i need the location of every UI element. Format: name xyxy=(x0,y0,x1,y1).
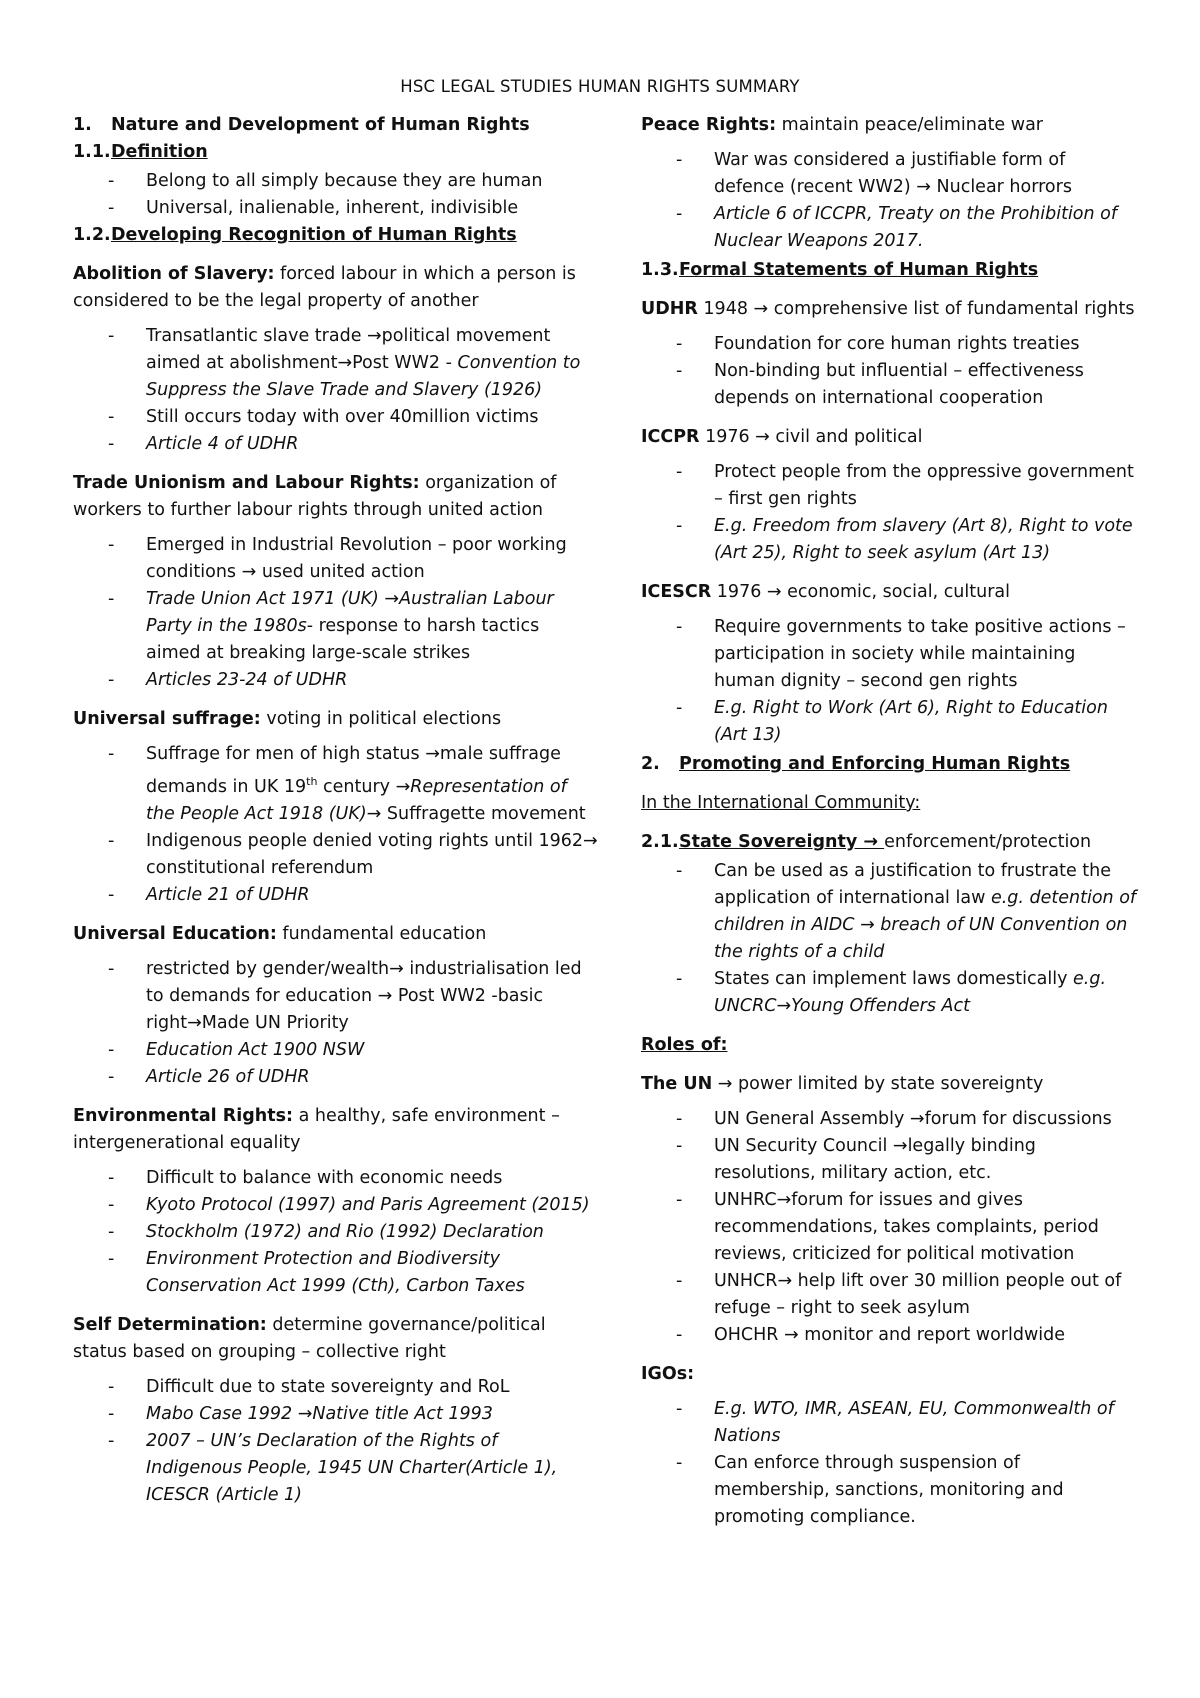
section-title: Promoting and Enforcing Human Rights xyxy=(679,754,1071,774)
term: Abolition of Slavery: xyxy=(73,264,275,284)
section-1-1-heading xyxy=(73,139,598,166)
section-2-heading xyxy=(641,751,1141,778)
item-citation: E.g. Freedom from slavery (Art 8), Right to vote (Art 25), Right to seek asylum (Art 13) xyxy=(714,516,1133,563)
list-item: - Can enforce through suspension of membership, sanctions, monitoring and promoting compliance. xyxy=(641,1450,1141,1531)
term: The UN xyxy=(641,1074,713,1094)
right-column xyxy=(641,112,1141,1531)
item-citation: e.g. detention of children in AIDC → breach of UN Convention on the rights of a child xyxy=(714,888,1137,962)
item-citation: E.g. Right to Work (Art 6), Right to Education (Art 13) xyxy=(714,698,1108,745)
list-item xyxy=(73,882,598,909)
roles-heading xyxy=(641,1032,1141,1059)
list-item: - Still occurs today with over 40million victims xyxy=(73,404,598,431)
self-determination-list xyxy=(73,1374,598,1509)
item-text: - response to harsh tactics aimed at breaking large-scale strikes xyxy=(146,616,540,663)
list-item: - Foundation for core human rights treaties xyxy=(641,331,1141,358)
igos-list xyxy=(641,1396,1141,1531)
item-citation: E.g. WTO, IMR, ASEAN, EU, Commonwealth of Nations xyxy=(714,1399,1114,1446)
trade-union-paragraph xyxy=(73,470,598,524)
term: Trade Unionism and Labour Rights: xyxy=(73,473,420,493)
section-number: 1.1. xyxy=(73,142,111,162)
international-heading xyxy=(641,790,1141,817)
list-item xyxy=(73,1428,598,1509)
list-item: - restricted by gender/wealth→ industrialisation led to demands for education → Post WW2 -basic right→Made UN Priority xyxy=(73,956,598,1037)
item-citation: Representation of the People Act 1918 (UK) xyxy=(146,776,567,824)
igos-heading xyxy=(641,1361,1141,1388)
definition: 1976 → civil and political xyxy=(699,427,923,447)
iccpr-paragraph xyxy=(641,424,1141,451)
definition: determine governance/political status based on grouping – collective right xyxy=(73,1314,546,1362)
item-citation: Article 21 of UDHR xyxy=(146,884,310,905)
item-citation: e.g. UNCRC→Young Offenders Act xyxy=(714,969,1107,1016)
term: Environmental Rights: xyxy=(73,1105,293,1126)
list-item xyxy=(73,1401,598,1428)
list-item: - Indigenous people denied voting rights until 1962→ constitutional referendum xyxy=(73,828,598,882)
superscript: th xyxy=(306,775,318,788)
section-1-2-heading xyxy=(73,222,598,249)
item-citation: Article 26 of UDHR xyxy=(146,1066,310,1087)
list-item xyxy=(641,966,1141,1020)
list-item: - Difficult to balance with economic needs xyxy=(73,1165,598,1192)
list-item: - Difficult due to state sovereignty and RoL xyxy=(73,1374,598,1401)
heading-text: Roles of: xyxy=(641,1035,728,1055)
icescr-list xyxy=(641,614,1141,749)
definition: 1976 → economic, social, cultural xyxy=(711,582,1010,602)
section-title: Developing Recognition of Human Rights xyxy=(111,225,517,245)
definition: enforcement/protection xyxy=(884,832,1092,852)
definition: → power limited by state sovereignty xyxy=(712,1074,1044,1094)
udhr-paragraph xyxy=(641,296,1141,323)
heading-text: In the International Community: xyxy=(641,793,921,813)
definition: organization of workers to further labour rights through united action xyxy=(73,473,557,520)
definition: forced labour in which a person is considered to be the legal property of another xyxy=(73,264,576,311)
definition: maintain peace/eliminate war xyxy=(776,115,1043,135)
peace-paragraph xyxy=(641,112,1141,139)
un-paragraph xyxy=(641,1071,1141,1098)
list-item xyxy=(73,1037,598,1064)
peace-list xyxy=(641,147,1141,255)
definition: 1948 → comprehensive list of fundamental rights xyxy=(697,299,1135,319)
section-number: 2. xyxy=(641,754,660,774)
left-column xyxy=(73,112,598,1509)
list-item xyxy=(73,1064,598,1091)
item-citation: Trade Union Act 1971 (UK) →Australian Labour Party in the 1980s xyxy=(146,589,554,636)
suffrage-paragraph xyxy=(73,706,598,733)
list-item xyxy=(73,431,598,458)
term: Universal Education: xyxy=(73,923,277,944)
definition: fundamental education xyxy=(276,923,487,944)
list-item xyxy=(73,741,598,828)
definition: voting in political elections xyxy=(260,709,502,729)
section-2-1-heading xyxy=(641,829,1141,856)
list-item xyxy=(641,201,1141,255)
item-text: Suffrage for men of high status →male suffrage demands in UK 19 xyxy=(146,744,561,797)
item-text: Transatlantic slave trade →political movement aimed at abolishment→Post WW2 - xyxy=(146,326,551,373)
item-citation: Environment Protection and Biodiversity Conservation Act 1999 (Cth), Carbon Taxes xyxy=(146,1248,525,1296)
environmental-paragraph xyxy=(73,1103,598,1157)
term: Peace Rights: xyxy=(641,115,777,135)
sovereignty-list xyxy=(641,858,1141,1020)
list-item xyxy=(641,695,1141,749)
section-1-heading xyxy=(73,112,598,139)
list-item xyxy=(641,858,1141,966)
term: ICCPR xyxy=(641,427,700,447)
section-title: Nature and Development of Human Rights xyxy=(111,115,530,135)
section-title: Definition xyxy=(111,142,208,162)
list-item: - UNHRC→forum for issues and gives recommendations, takes complaints, period reviews, criticized for political motivation xyxy=(641,1187,1141,1268)
list-item: - UNHCR→ help lift over 30 million people out of refuge – right to seek asylum xyxy=(641,1268,1141,1322)
list-item: - Non-binding but influential – effectiveness depends on international cooperation xyxy=(641,358,1141,412)
item-citation: Article 4 of UDHR xyxy=(146,434,299,454)
slavery-paragraph xyxy=(73,261,598,315)
section-number: 2.1. xyxy=(641,832,679,852)
term: ICESCR xyxy=(641,582,712,602)
list-item xyxy=(73,586,598,667)
section-number: 1. xyxy=(73,115,92,135)
iccpr-list xyxy=(641,459,1141,567)
list-item xyxy=(73,1219,598,1246)
list-item xyxy=(73,1246,598,1300)
item-citation: 2007 – UN’s Declaration of the Rights of Indigenous People, 1945 UN Charter(Article 1), ICESCR (Article 1) xyxy=(146,1430,558,1505)
list-item xyxy=(73,667,598,694)
item-text: Can be used as a justification to frustrate the application of international law xyxy=(714,861,1112,908)
term: Self Determination: xyxy=(73,1314,267,1335)
item-citation: Convention to Suppress the Slave Trade and Slavery (1926) xyxy=(146,353,581,400)
list-item: - UN Security Council →legally binding resolutions, military action, etc. xyxy=(641,1133,1141,1187)
item-text: States can implement laws domestically xyxy=(714,969,1074,989)
section-number: 1.3. xyxy=(641,260,679,280)
list-item: - Belong to all simply because they are human xyxy=(73,168,598,195)
suffrage-list xyxy=(73,741,598,909)
list-item: - Emerged in Industrial Revolution – poor working conditions → used united action xyxy=(73,532,598,586)
trade-union-list xyxy=(73,532,598,694)
udhr-list xyxy=(641,331,1141,412)
item-text: century → xyxy=(317,776,411,797)
item-citation: Kyoto Protocol (1997) and Paris Agreement (2015) xyxy=(146,1194,590,1215)
item-citation: Education Act 1900 NSW xyxy=(146,1039,365,1060)
environmental-list xyxy=(73,1165,598,1300)
section-1-3-heading xyxy=(641,257,1141,284)
icescr-paragraph xyxy=(641,579,1141,606)
list-item xyxy=(73,323,598,404)
item-text: → Suffragette movement xyxy=(366,803,586,824)
definition-list xyxy=(73,168,598,222)
term: Universal suffrage: xyxy=(73,709,261,729)
list-item: - OHCHR → monitor and report worldwide xyxy=(641,1322,1141,1349)
definition: a healthy, safe environment – intergenerational equality xyxy=(73,1105,560,1153)
page-title: HSC LEGAL STUDIES HUMAN RIGHTS SUMMARY xyxy=(400,77,800,96)
list-item: - Universal, inalienable, inherent, indivisible xyxy=(73,195,598,222)
list-item xyxy=(641,1396,1141,1450)
education-paragraph xyxy=(73,921,598,948)
list-item xyxy=(73,1192,598,1219)
education-list xyxy=(73,956,598,1091)
item-citation: Articles 23-24 of UDHR xyxy=(146,670,348,690)
list-item xyxy=(641,513,1141,567)
section-title: Formal Statements of Human Rights xyxy=(679,260,1039,280)
item-citation: Stockholm (1972) and Rio (1992) Declaration xyxy=(146,1221,544,1242)
list-item: - Protect people from the oppressive government – first gen rights xyxy=(641,459,1141,513)
item-citation: Mabo Case 1992 →Native title Act 1993 xyxy=(146,1403,493,1424)
term: UDHR xyxy=(641,299,698,319)
item-citation: Article 6 of ICCPR, Treaty on the Prohibition of Nuclear Weapons 2017. xyxy=(714,204,1118,251)
list-item: - Require governments to take positive actions – participation in society while maintaining human dignity – second gen rights xyxy=(641,614,1141,695)
section-title: State Sovereignty → xyxy=(679,832,885,852)
section-number: 1.2. xyxy=(73,225,111,245)
list-item: - War was considered a justifiable form of defence (recent WW2) → Nuclear horrors xyxy=(641,147,1141,201)
heading-text: IGOs: xyxy=(641,1364,695,1384)
slavery-list xyxy=(73,323,598,458)
self-determination-paragraph xyxy=(73,1312,598,1366)
un-list xyxy=(641,1106,1141,1349)
list-item: - UN General Assembly →forum for discussions xyxy=(641,1106,1141,1133)
